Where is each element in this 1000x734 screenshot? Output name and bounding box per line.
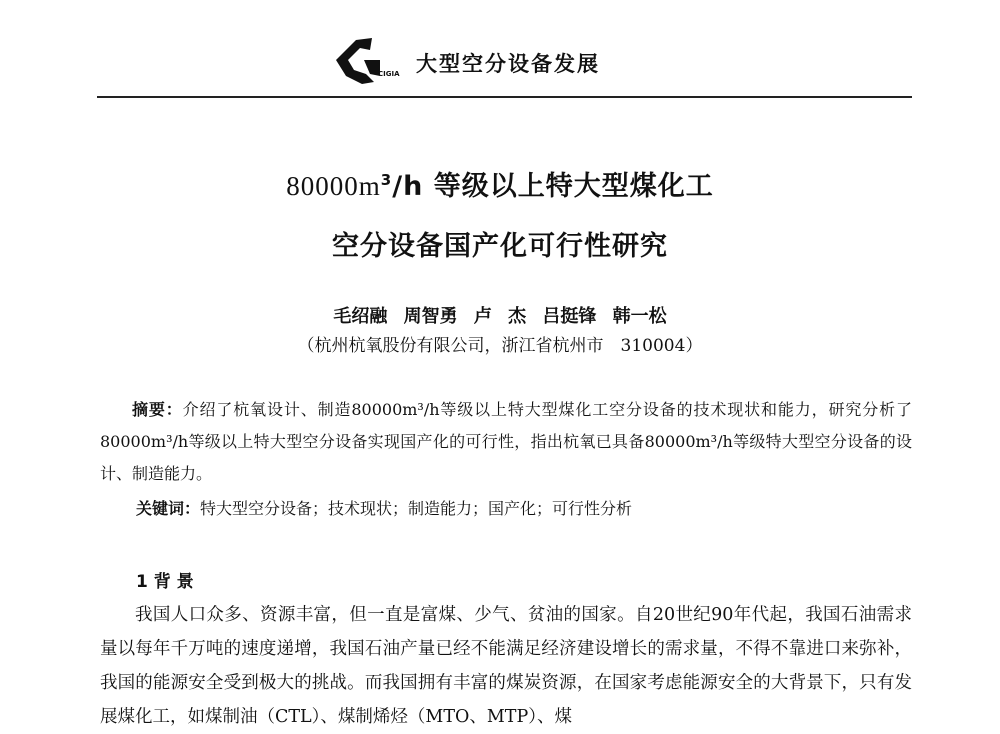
cigia-logo [334,36,408,88]
keywords-text: 特大型空分设备；技术现状；制造能力；国产化；可行性分析 [200,499,633,518]
header-title: 大型空分设备发展 [416,52,600,76]
keywords [136,496,632,519]
title-line1-pre: 80000m [286,171,381,201]
keywords-label: 关键词： [136,499,201,518]
title-line1-post: /h 等级以上特大型煤化工 [392,171,714,202]
paper-title-line2: 空分设备国产化可行性研究 [332,231,668,262]
abstract-label: 摘要： [132,400,183,419]
affiliation: （杭州杭氧股份有限公司，浙江省杭州市 310004） [297,336,703,356]
section-heading: 1 背 景 [136,572,194,592]
title-line1-sup: 3 [380,171,393,189]
abstract [100,394,912,490]
header-rule [97,96,912,98]
paper-title-line1 [0,164,1000,203]
abstract-text: 介绍了杭氧设计、制造80000m³/h等级以上特大型煤化工空分设备的技术现状和能力，研究分析了80000m³/h等级以上特大型空分设备实现国产化的可行性，指出杭氧已具备80000m³/h等级特大型空分设备的设计、制造能力。 [100,400,912,483]
body-paragraph: 我国人口众多、资源丰富，但一直是富煤、少气、贫油的国家。自20世纪90年代起，我国石油需求量以每年千万吨的速度递增，我国石油产量已经不能满足经济建设增长的需求量，不得不靠进口来弥补，我国的能源安全受到极大的挑战。而我国拥有丰富的煤炭资源，在国家考虑能源安全的大背景下，只有发展煤化工，如煤制油（CTL）、煤制烯烃（MTO、MTP）、煤 [100,605,912,727]
logo-text: CIGIA [378,70,400,78]
authors: 毛绍融 周智勇 卢 杰 吕挺锋 韩一松 [333,306,667,327]
